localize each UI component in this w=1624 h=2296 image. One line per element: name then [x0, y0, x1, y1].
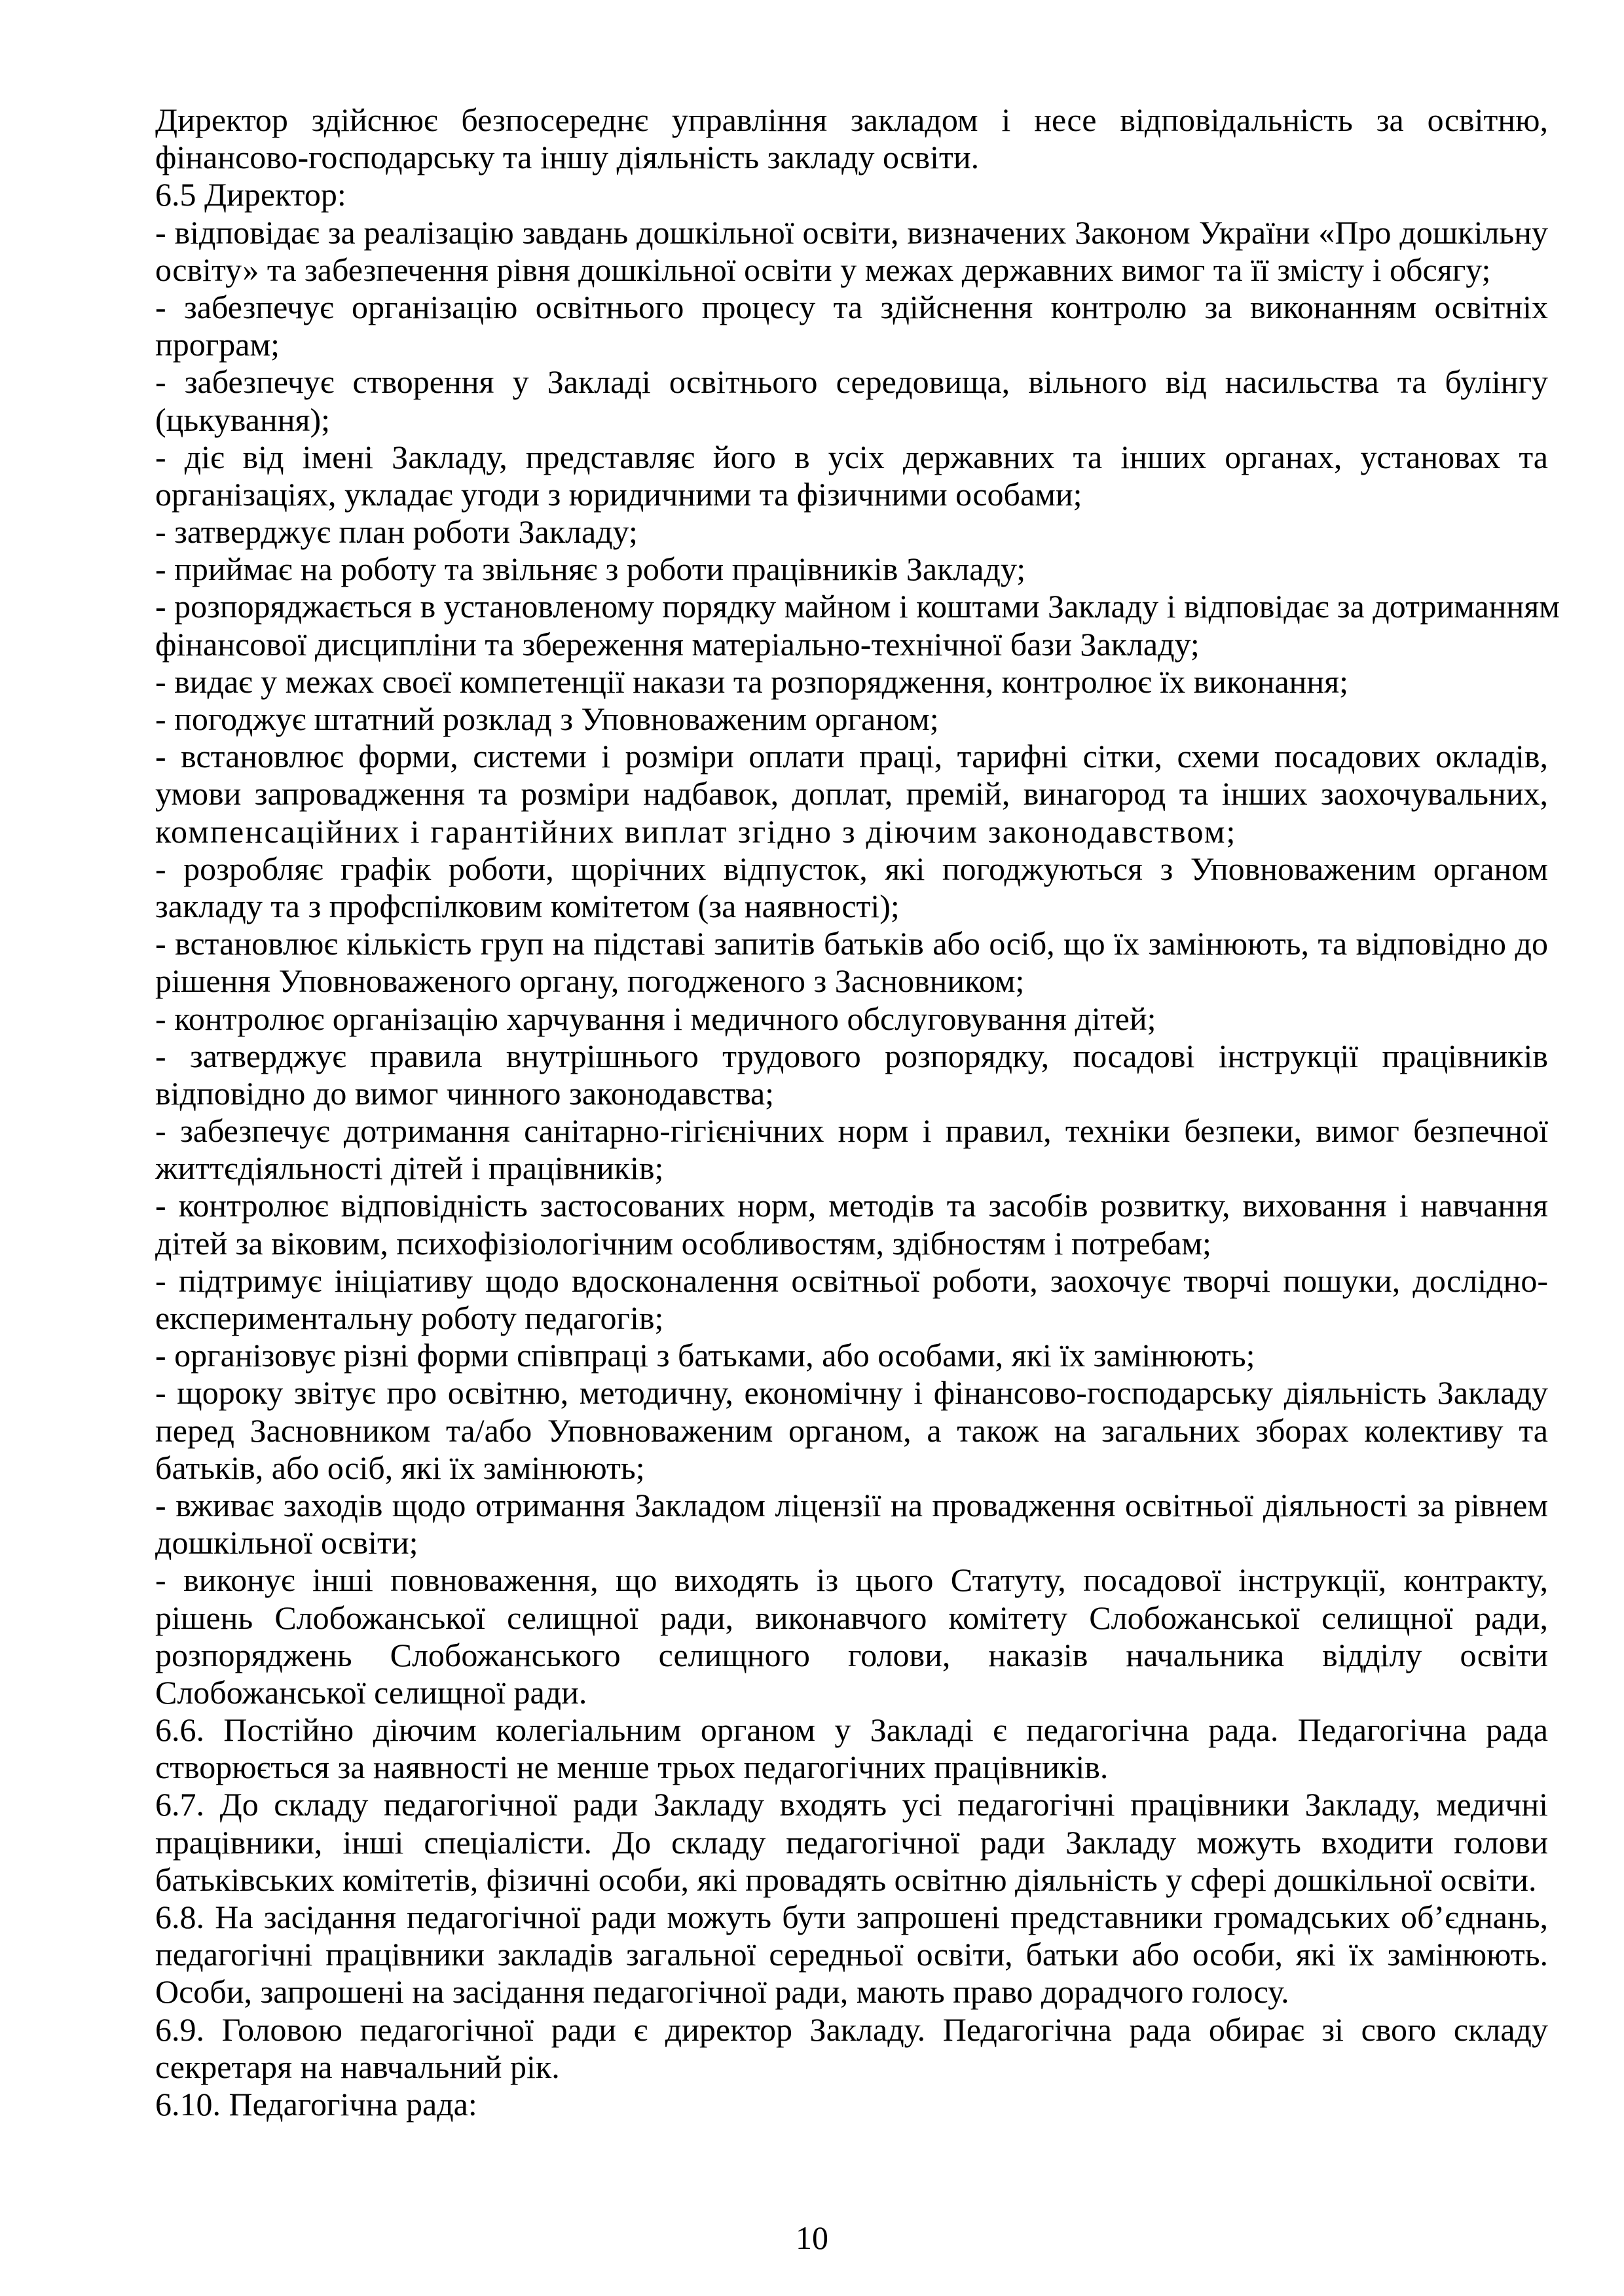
text-line: життєдіяльності дітей і працівників; — [155, 1150, 664, 1187]
text-line: розпоряджень Слобожанського селищного голови, наказів начальника відділу освіти — [155, 1636, 1548, 1673]
text-line: - розпоряджається в установленому порядку майном і коштами Закладу і відповідає за дотриманням — [155, 588, 1560, 625]
text-line: - контролює організацію харчування і медичного обслуговування дітей; — [155, 1000, 1156, 1037]
text-line: - діє від імені Закладу, представляє його в усіх державних та інших органах, установах та — [155, 438, 1548, 475]
text-line: фінансово-господарську та іншу діяльність закладу освіти. — [155, 139, 980, 176]
text-line: - затверджує правила внутрішнього трудового розпорядку, посадові інструкції працівників — [155, 1037, 1548, 1074]
text-line: 6.9. Головою педагогічної ради є директор Закладу. Педагогічна рада обирає зі свого складу — [155, 2011, 1548, 2048]
text-line: експериментальну роботу педагогів; — [155, 1300, 664, 1336]
text-line: - відповідає за реалізацію завдань дошкільної освіти, визначених Законом України «Про дошкільну — [155, 213, 1548, 251]
text-line: Особи, запрошені на засідання педагогічної ради, мають право дорадчого голосу. — [155, 1973, 1289, 2011]
text-line: - підтримує ініціативу щодо вдосконалення освітньої роботи, заохочує творчі пошуки, дослідно- — [155, 1262, 1548, 1299]
text-line: - видає у межах своєї компетенції накази та розпорядження, контролює їх виконання; — [155, 663, 1349, 700]
text-line: створюється за наявності не менше трьох педагогічних працівників. — [155, 1749, 1109, 1786]
text-line: організаціях, укладає угоди з юридичними та фізичними особами; — [155, 475, 1082, 513]
text-line: Директор здійснює безпосереднє управління закладом і несе відповідальність за освітню, — [155, 101, 1548, 138]
text-line: перед Засновником та/або Уповноваженим органом, а також на загальних зборах колективу та — [155, 1412, 1548, 1449]
text-line: освіту» та забезпечення рівня дошкільної освіти у межах державних вимог та її змісту і обсягу; — [155, 251, 1491, 288]
text-line: - забезпечує дотримання санітарно-гігієнічних норм і правил, техніки безпеки, вимог безпечної — [155, 1112, 1548, 1150]
text-line: працівники, інші спеціалісти. До складу педагогічної ради Закладу можуть входити голови — [155, 1823, 1548, 1861]
text-line: - встановлює форми, системи і розміри оплати праці, тарифні сітки, схеми посадових окладів, — [155, 738, 1548, 775]
text-line: - виконує інші повноваження, що виходять із цього Статуту, посадової інструкції, контракту, — [155, 1561, 1548, 1599]
text-line: - забезпечує організацію освітнього процесу та здійснення контролю за виконанням освітніх — [155, 288, 1548, 325]
text-line: 6.5 Директор: — [155, 176, 346, 213]
page-number: 10 — [796, 2219, 828, 2256]
text-line: Слобожанської селищної ради. — [155, 1673, 587, 1711]
text-line: 6.10. Педагогічна рада: — [155, 2085, 477, 2123]
text-line: 6.7. До складу педагогічної ради Закладу входять усі педагогічні працівники Закладу, медичні — [155, 1786, 1548, 1823]
document-body — [155, 101, 1560, 2123]
text-line: дошкільної освіти; — [155, 1524, 418, 1561]
text-line: секретаря на навчальний рік. — [155, 2048, 560, 2085]
text-line: - щороку звітує про освітню, методичну, економічну і фінансово-господарську діяльність Закладу — [155, 1374, 1548, 1412]
text-line: закладу та з профспілковим комітетом (за наявності); — [155, 887, 900, 924]
text-line: рішень Слобожанської селищної ради, виконавчого комітету Слобожанської селищної ради, — [155, 1599, 1548, 1636]
text-line: компенсаційних і гарантійних виплат згідно з діючим законодавством; — [155, 812, 1237, 850]
text-line: педагогічні працівники закладів загальної середньої освіти, батьки або особи, які їх замінюють. — [155, 1936, 1548, 1973]
text-line: - розробляє графік роботи, щорічних відпусток, які погоджуються з Уповноваженим органом — [155, 850, 1548, 887]
text-line: - вживає заходів щодо отримання Закладом ліцензії на провадження освітньої діяльності за рівнем — [155, 1486, 1548, 1523]
text-line: дітей за віковим, психофізіологічним особливостям, здібностям і потребам; — [155, 1224, 1211, 1262]
text-line: рішення Уповноваженого органу, погодженого з Засновником; — [155, 962, 1025, 1000]
text-line: умови запровадження та розміри надбавок, доплат, премій, винагород та інших заохочувальних, — [155, 775, 1548, 812]
text-line: 6.8. На засідання педагогічної ради можуть бути запрошені представники громадських об’єднань, — [155, 1899, 1548, 1935]
text-line: відповідно до вимог чинного законодавства; — [155, 1074, 775, 1112]
text-line: батьків, або осіб, які їх замінюють; — [155, 1449, 645, 1486]
text-line: - приймає на роботу та звільняє з роботи працівників Закладу; — [155, 551, 1026, 588]
text-line: 6.6. Постійно діючим колегіальним органом у Закладі є педагогічна рада. Педагогічна рада — [155, 1711, 1548, 1749]
text-line: (цькування); — [155, 401, 330, 438]
text-line: - контролює відповідність застосованих норм, методів та засобів розвитку, виховання і навчання — [155, 1187, 1548, 1224]
text-line: - забезпечує створення у Закладі освітнього середовища, вільного від насильства та булінгу — [155, 363, 1548, 401]
text-line: - затверджує план роботи Закладу; — [155, 513, 638, 551]
text-line: - організовує різні форми співпраці з батьками, або особами, які їх замінюють; — [155, 1337, 1255, 1374]
text-line: - погоджує штатний розклад з Уповноваженим органом; — [155, 701, 939, 737]
text-line: програм; — [155, 326, 280, 363]
text-line: фінансової дисципліни та збереження матеріально-технічної бази Закладу; — [155, 625, 1200, 663]
text-line: - встановлює кількість груп на підставі запитів батьків або осіб, що їх замінюють, та відповідно до — [155, 925, 1548, 962]
text-line: батьківських комітетів, фізичні особи, які провадять освітню діяльність у сфері дошкільної освіти. — [155, 1861, 1537, 1898]
